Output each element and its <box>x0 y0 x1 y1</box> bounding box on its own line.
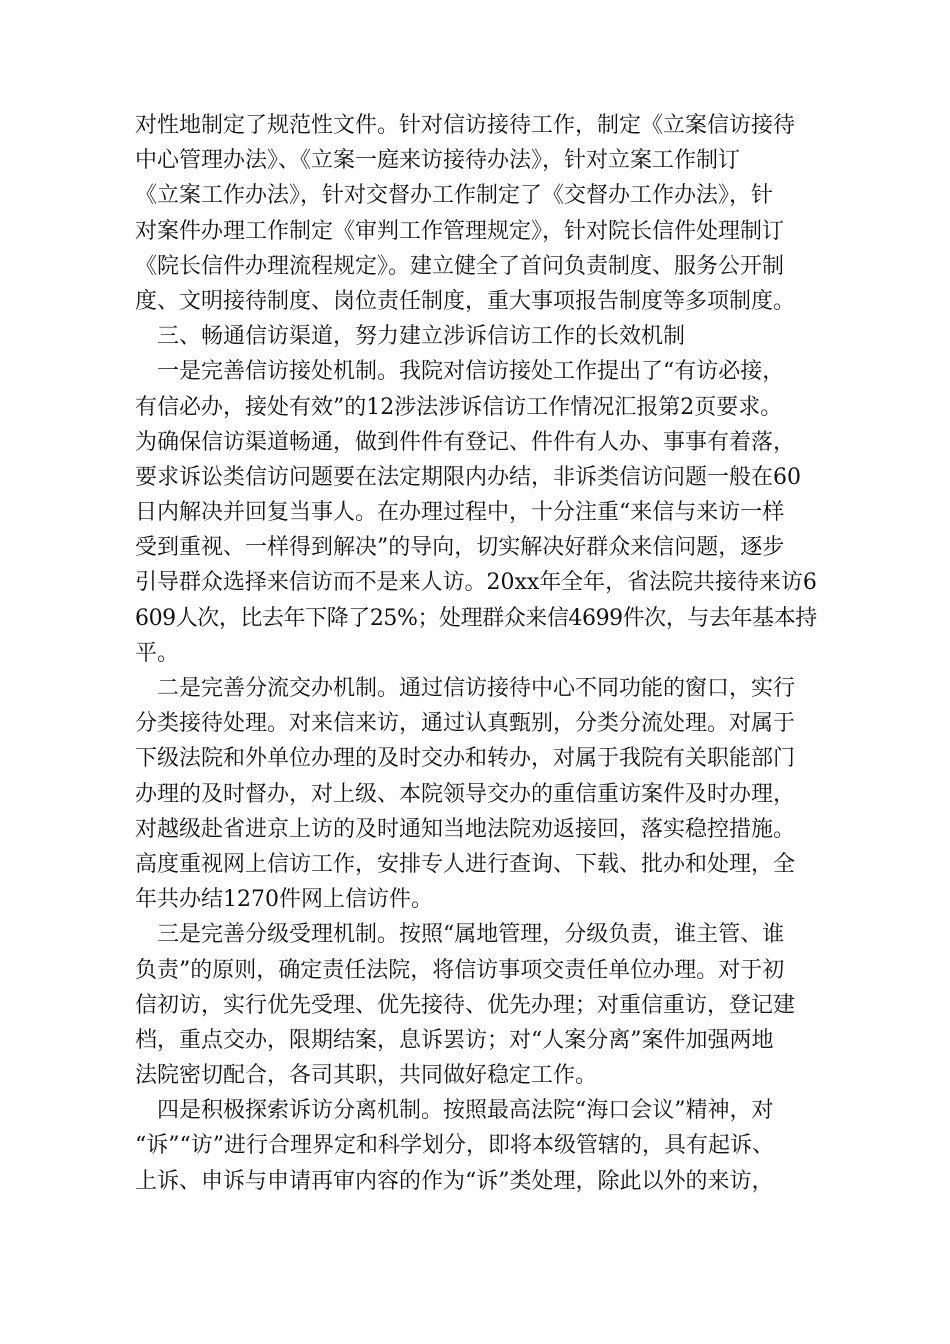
text-line: 信初访，实行优先受理、优先接待、优先办理；对重信重访，登记建 <box>135 992 796 1018</box>
text-line: 《院长信件办理流程规定》。建立健全了首问负责制度、服务公开制 <box>135 253 785 279</box>
text-line: 三是完善分级受理机制。按照“属地管理，分级负责，谁主管、谁 <box>157 922 785 948</box>
text-line: 年共办结1270件网上信访件。 <box>135 887 433 913</box>
text-line: 中心管理办法》、《立案一庭来访接待办法》，针对立案工作制订 <box>135 148 741 174</box>
text-line: 档，重点交办，限期结案，息诉罢访；对“人案分离”案件加强两地 <box>135 1027 774 1053</box>
text-line: “诉”“访”进行合理界定和科学划分，即将本级管辖的，具有起诉、 <box>135 1133 774 1159</box>
text-line: 609人次，比去年下降了25%；处理群众来信4699件次，与去年基本持 <box>135 605 817 631</box>
text-line: 对性地制定了规范性文件。针对信访接待工作，制定《立案信访接待 <box>135 113 796 138</box>
text-line: 高度重视网上信访工作，安排专人进行查询、下载、批办和处理，全 <box>135 851 796 877</box>
text-line: 对案件办理工作制定《审判工作管理规定》，针对院长信件处理制订 <box>135 218 785 244</box>
text-line: 上诉、申诉与申请再审内容的作为“诉”类处理，除此以外的来访， <box>135 1168 774 1194</box>
text-line: 引导群众选择来信访而不是来人访。20xx年全年，省法院共接待来访6 <box>135 570 817 596</box>
text-line: 要求诉讼类信访问题要在法定期限内办结，非诉类信访问题一般在60 <box>135 464 801 490</box>
text-line: 平。 <box>135 640 180 666</box>
text-line: 对越级赴省进京上访的及时通知当地法院劝返接回，落实稳控措施。 <box>135 816 796 842</box>
text-line: 下级法院和外单位办理的及时交办和转办，对属于我院有关职能部门 <box>135 746 796 772</box>
text-line: 有信必办，接处有效”的12涉法涉诉信访工作情况汇报第2页要求。 <box>135 394 783 420</box>
document-body <box>135 108 815 1199</box>
text-line: 负责”的原则，确定责任法院，将信访事项交责任单位办理。对于初 <box>135 957 785 983</box>
text-line: 一是完善信访接处机制。我院对信访接处工作提出了“有访必接， <box>157 359 785 385</box>
text-line: 四是积极探索诉访分离机制。按照最高法院“海口会议”精神，对 <box>157 1098 774 1124</box>
text-line: 日内解决并回复当事人。在办理过程中，十分注重“来信与来访一样 <box>135 500 785 526</box>
text-line: 分类接待处理。对来信来访，通过认真甄别，分类分流处理。对属于 <box>135 711 796 737</box>
text-line: 受到重视、一样得到解决”的导向，切实解决好群众来信问题，逐步 <box>135 535 785 561</box>
text-line: 为确保信访渠道畅通，做到件件有登记、件件有人办、事事有着落， <box>135 429 796 455</box>
text-line: 三、畅通信访渠道，努力建立涉诉信访工作的长效机制 <box>157 324 686 350</box>
text-line: 办理的及时督办，对上级、本院领导交办的重信重访案件及时办理， <box>135 781 796 807</box>
text-line: 二是完善分流交办机制。通过信访接待中心不同功能的窗口，实行 <box>157 676 796 701</box>
text-line: 《立案工作办法》，针对交督办工作制定了《交督办工作办法》，针 <box>135 183 774 209</box>
text-line: 度、文明接待制度、岗位责任制度，重大事项报告制度等多项制度。 <box>135 288 796 314</box>
text-line: 法院密切配合，各司其职，共同做好稳定工作。 <box>135 1063 598 1089</box>
